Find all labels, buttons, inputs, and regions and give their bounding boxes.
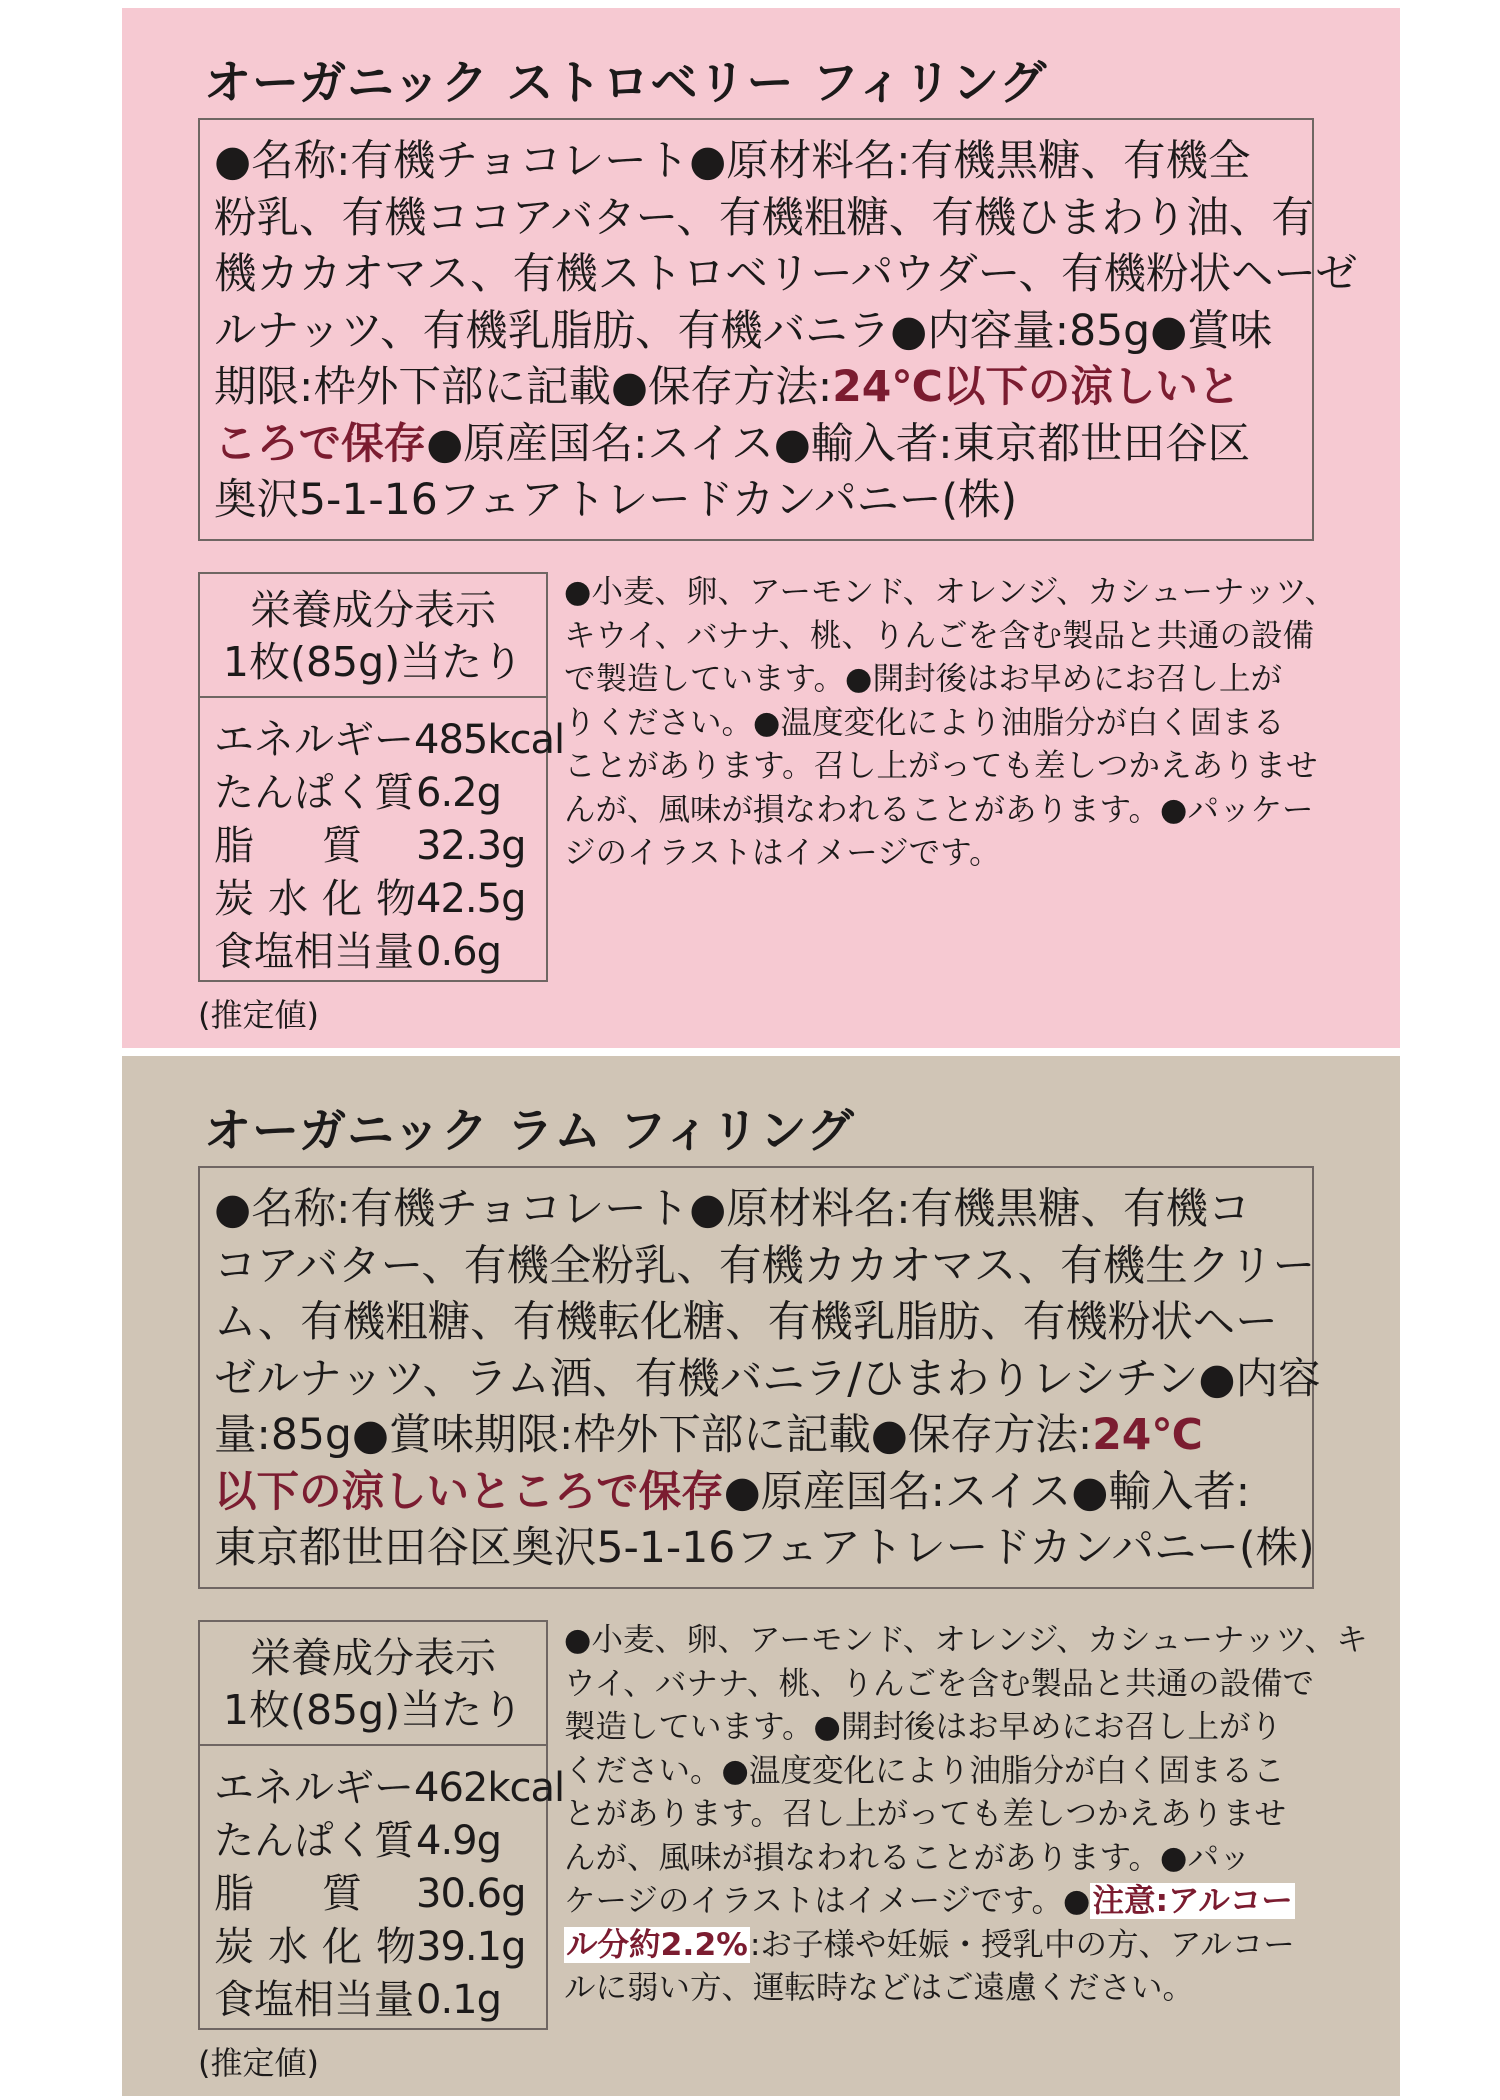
note-line: ウイ、バナナ、桃、りんごを含む製品と共通の設備で [564, 1665, 1315, 1702]
ingredients-line: ルナッツ、有機乳脂肪、有機バニラ●内容量:85g●賞味 [214, 306, 1273, 356]
nutrition-row [214, 867, 546, 920]
note-line: ことがあります。召し上がっても差しつかえありませ [564, 748, 1318, 784]
note-line: 製造しています。●開封後はお早めにお召し上がり [564, 1709, 1282, 1745]
nutrition-row [214, 708, 565, 763]
note-line: りください。●温度変化により油脂分が白く固まる [564, 704, 1285, 741]
note-line [564, 1924, 1364, 1968]
estimated-note: (推定値) [198, 996, 319, 1034]
serving-size: 1枚(85g)当たり [222, 1686, 524, 1734]
nutrition-row [214, 761, 546, 814]
ingredients-box [198, 118, 1358, 541]
note-line: んが、風味が損なわれることがあります。●パッケー [564, 791, 1314, 828]
nutrient-label: たんぱく質 [214, 1818, 414, 1864]
note-line: キウイ、バナナ、桃、りんごを含む製品と共通の設備 [564, 617, 1315, 654]
nutrient-label: 脂 質 [214, 1871, 376, 1917]
note-line: ●小麦、卵、アーモンド、オレンジ、カシューナッツ、 [564, 574, 1337, 610]
nutrient-value: 0.1g [416, 1977, 502, 2023]
ingredients-line [214, 1465, 1298, 1522]
nutrient-value: 6.2g [416, 770, 502, 816]
nutrient-value: 0.6g [416, 929, 502, 975]
note-line: ジのイラストはイメージです。 [564, 835, 1001, 871]
ingredients-line [214, 417, 1298, 474]
note-line: ●小麦、卵、アーモンド、オレンジ、カシューナッツ、キ [564, 1622, 1368, 1658]
product-title: オーガニック ラム フィリング [204, 1104, 855, 1159]
ingredients-line: 粉乳、有機ココアバター、有機粗糖、有機ひまわり油、有 [214, 193, 1314, 243]
nutrient-value: 39.1g [416, 1924, 526, 1970]
storage-label: 期限:枠外下部に記載●保存方法: [214, 363, 833, 412]
alcohol-warning: 注意:アルコー [1092, 1883, 1293, 1919]
storage-highlight: ころで保存 [214, 419, 427, 469]
note-line [564, 1880, 1364, 1924]
nutrition-row [214, 1756, 565, 1811]
nutrition-title: 栄養成分表示 [250, 1634, 496, 1682]
ingredients-line: 奥沢5-1-16フェアトレードカンパニー(株) [214, 476, 1018, 525]
rum-label-panel [122, 1056, 1400, 2096]
nutrition-row [214, 1862, 546, 1915]
nutrition-header [200, 574, 546, 698]
nutrition-header [200, 1622, 546, 1746]
nutrient-value: 42.5g [416, 876, 526, 922]
storage-highlight: 24℃以下の涼しいと [832, 363, 1241, 412]
origin-importer: ●原産国名:スイス●輸入者:東京都世田谷区 [426, 419, 1251, 469]
ingredients-line: 機カカオマス、有機ストロベリーパウダー、有機粉状ヘーゼ [214, 250, 1358, 299]
nutrient-label: 食塩相当量 [214, 929, 414, 975]
nutrition-table [198, 1620, 565, 2030]
storage-label: 量:85g●賞味期限:枠外下部に記載●保存方法: [214, 1411, 1093, 1460]
strawberry-label-panel [122, 8, 1400, 1048]
serving-size: 1枚(85g)当たり [222, 638, 524, 686]
ingredients-box [198, 1166, 1321, 1589]
ingredients-line: コアバター、有機全粉乳、有機カカオマス、有機生クリー [214, 1241, 1316, 1291]
storage-highlight: 24℃ [1092, 1411, 1203, 1460]
nutrient-label: 炭水化物 [214, 1924, 430, 1970]
nutrient-label: 食塩相当量 [214, 1977, 414, 2023]
note-line: んが、風味が損なわれることがあります。●パッ [564, 1839, 1251, 1876]
ingredients-line: ●名称:有機チョコレート●原材料名:有機黒糖、有機全 [214, 137, 1251, 186]
note-line: ください。●温度変化により油脂分が白く固まるこ [564, 1752, 1285, 1789]
origin-importer: ●原産国名:スイス●輸入者: [723, 1467, 1251, 1517]
note-line: で製造しています。●開封後はお早めにお召し上が [564, 661, 1282, 697]
estimated-note: (推定値) [198, 2044, 319, 2082]
nutrient-label: たんぱく質 [214, 770, 414, 816]
storage-highlight: 以下の涼しいところで保存 [214, 1467, 724, 1517]
note-line: とがあります。召し上がっても差しつかえありませ [564, 1796, 1286, 1832]
nutrition-row [214, 920, 546, 973]
nutrition-title: 栄養成分表示 [250, 586, 496, 634]
ingredients-line [214, 360, 1298, 417]
nutrient-label: エネルギー [214, 717, 414, 763]
note-line: ルに弱い方、運転時などはご遠慮ください。 [564, 1970, 1195, 2006]
ingredients-line: ゼルナッツ、ラム酒、有機バニラ/ひまわりレシチン●内容 [214, 1354, 1321, 1404]
nutrient-value: 4.9g [416, 1818, 502, 1864]
nutrient-label: 炭水化物 [214, 876, 430, 922]
nutrient-value: 32.3g [416, 823, 526, 869]
product-title: オーガニック ストロベリー フィリング [204, 56, 1048, 111]
note-text: ケージのイラストはイメージです。● [564, 1883, 1091, 1919]
nutrient-value: 30.6g [416, 1871, 526, 1917]
ingredients-line: ム、有機粗糖、有機転化糖、有機乳脂肪、有機粉状ヘー [214, 1298, 1278, 1347]
nutrient-label: エネルギー [214, 1765, 414, 1811]
nutrition-row [214, 814, 546, 867]
ingredients-line: ●名称:有機チョコレート●原材料名:有機黒糖、有機コ [214, 1185, 1251, 1234]
nutrition-row [214, 1915, 546, 1968]
alcohol-warning: ル分約2.2% [566, 1926, 748, 1963]
allergen-notes [564, 1619, 1368, 2011]
note-text: :お子様や妊娠・授乳中の方、アルコー [749, 1926, 1295, 1963]
nutrient-value: 485kcal [414, 717, 565, 763]
nutrient-label: 脂 質 [214, 823, 376, 869]
ingredients-line [214, 1408, 1298, 1465]
nutrient-value: 462kcal [414, 1765, 565, 1811]
nutrition-table [198, 572, 565, 982]
nutrition-row [214, 1809, 546, 1862]
nutrition-row [214, 1968, 546, 2021]
ingredients-line: 東京都世田谷区奥沢5-1-16フェアトレードカンパニー(株) [214, 1524, 1315, 1573]
allergen-notes [564, 571, 1364, 876]
